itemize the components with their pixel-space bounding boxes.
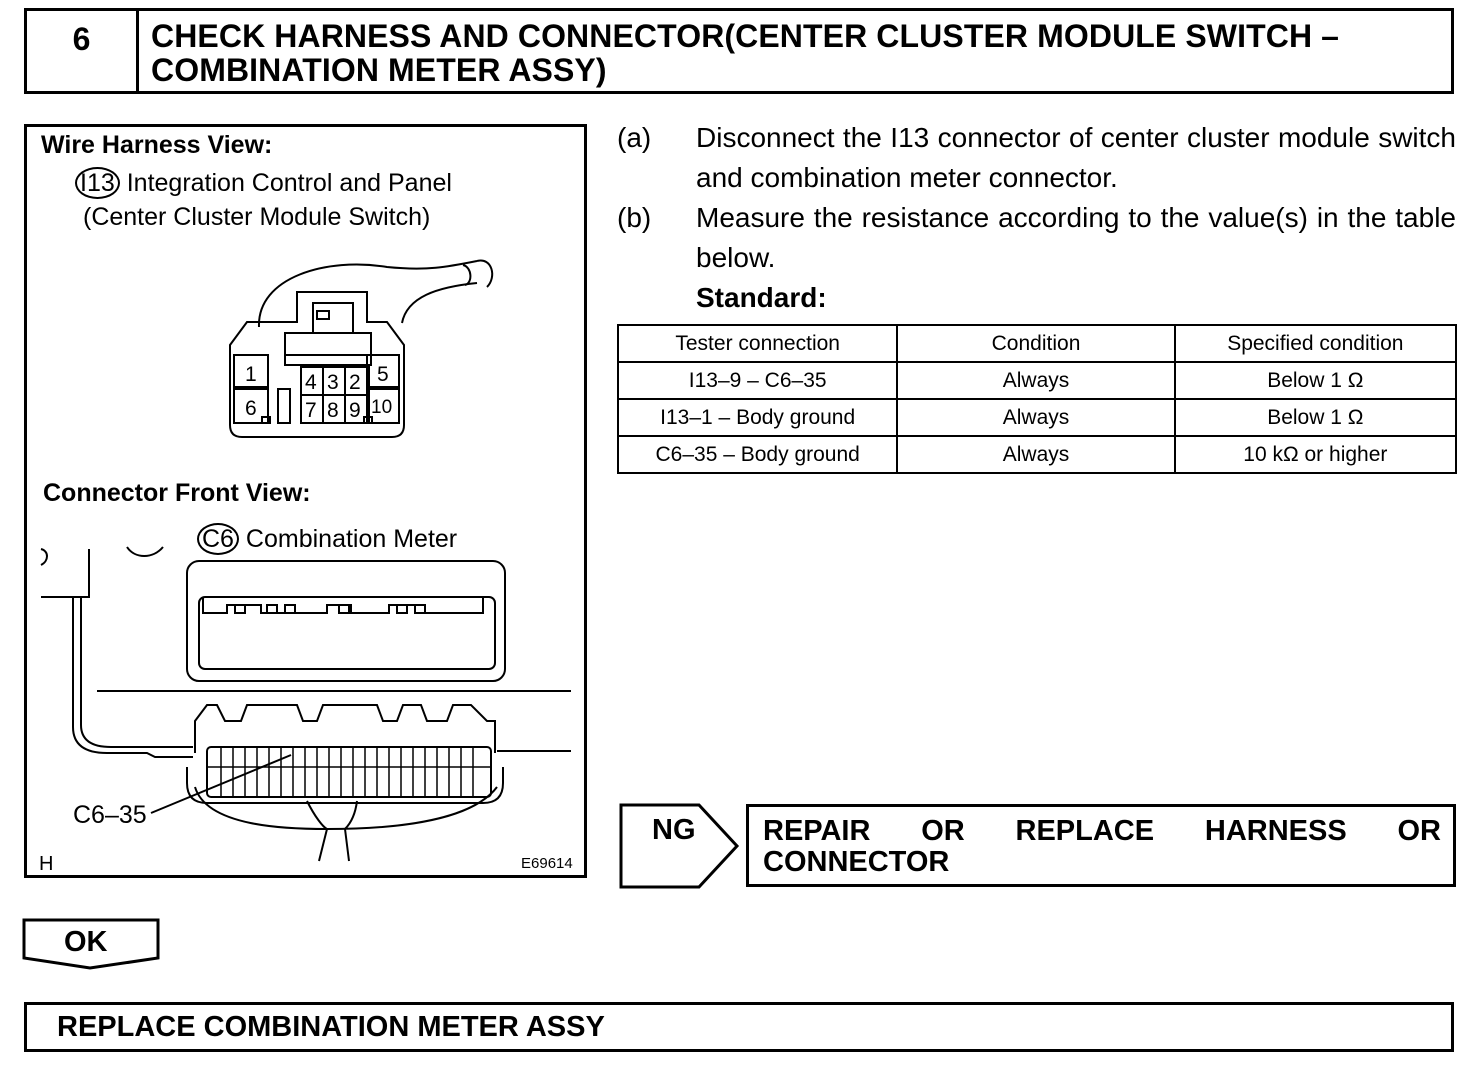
figure-id: E69614 bbox=[521, 855, 573, 872]
i13-pin-label: 8 bbox=[327, 399, 339, 422]
instruction-letter-b: (b) bbox=[617, 202, 652, 233]
table-cell: I13–1 – Body ground bbox=[618, 399, 897, 436]
table-cell: I13–9 – C6–35 bbox=[618, 362, 897, 399]
ng-action-word: OR bbox=[921, 815, 965, 847]
i13-pin-label: 3 bbox=[327, 371, 339, 394]
i13-connector-name: Integration Control and Panel bbox=[126, 169, 452, 197]
table-header: Condition bbox=[897, 325, 1174, 362]
specification-table bbox=[617, 324, 1457, 474]
step-title-line1: CHECK HARNESS AND CONNECTOR(CENTER CLUSTER MODULE SWITCH – bbox=[151, 18, 1340, 54]
c6-connector-name: Combination Meter bbox=[245, 525, 458, 553]
table-header-row bbox=[618, 325, 1456, 362]
instruction-a: Disconnect the I13 connector of center cluster module switch and combination meter connector. bbox=[696, 122, 1456, 193]
connector-diagram bbox=[24, 124, 587, 878]
c6-connector-label bbox=[197, 523, 457, 555]
ng-action-box bbox=[746, 804, 1456, 887]
table-cell: C6–35 – Body ground bbox=[618, 436, 897, 473]
ng-action-line2: CONNECTOR bbox=[763, 846, 950, 878]
instruction-letter-a: (a) bbox=[617, 122, 652, 153]
i13-pin-label: 7 bbox=[305, 399, 317, 422]
table-row bbox=[618, 362, 1456, 399]
step-title-line2: COMBINATION METER ASSY) bbox=[151, 52, 607, 88]
standard-label: Standard: bbox=[696, 282, 827, 313]
table-cell: Always bbox=[897, 399, 1174, 436]
ng-action-word: REPLACE bbox=[1015, 815, 1155, 847]
instruction-b: Measure the resistance according to the value(s) in the table below. bbox=[696, 202, 1456, 273]
i13-pin-label: 1 bbox=[245, 363, 257, 386]
i13-pin-label: 5 bbox=[377, 363, 389, 386]
table-row bbox=[618, 436, 1456, 473]
step-title bbox=[139, 11, 1451, 91]
i13-pin-label: 2 bbox=[349, 371, 361, 394]
i13-pin-label: 6 bbox=[245, 397, 257, 420]
ng-action-word: OR bbox=[1397, 815, 1441, 847]
c6-code-circle: C6 bbox=[197, 523, 239, 555]
i13-connector-label bbox=[75, 167, 452, 199]
i13-pin-label: 9 bbox=[349, 399, 361, 422]
table-cell: Always bbox=[897, 362, 1174, 399]
ng-action-word: REPAIR bbox=[763, 815, 871, 847]
i13-code-circle: I13 bbox=[75, 167, 120, 199]
table-row bbox=[618, 399, 1456, 436]
step-header bbox=[24, 8, 1454, 94]
ng-label: NG bbox=[652, 814, 696, 846]
ng-action-line1 bbox=[763, 816, 1441, 847]
final-action-box: REPLACE COMBINATION METER ASSY bbox=[24, 1002, 1454, 1052]
table-header: Tester connection bbox=[618, 325, 897, 362]
wire-harness-view-heading: Wire Harness View: bbox=[41, 131, 273, 159]
table-cell: 10 kΩ or higher bbox=[1175, 436, 1456, 473]
table-header: Specified condition bbox=[1175, 325, 1456, 362]
ng-action-word: HARNESS bbox=[1204, 815, 1347, 847]
c6-35-callout: C6–35 bbox=[73, 801, 147, 829]
step-number: 6 bbox=[27, 11, 139, 91]
i13-pin-label: 4 bbox=[305, 371, 317, 394]
table-cell: Always bbox=[897, 436, 1174, 473]
i13-pin-label: 10 bbox=[371, 397, 393, 418]
connector-front-view-heading: Connector Front View: bbox=[43, 479, 311, 507]
figure-corner-label: H bbox=[39, 853, 54, 875]
table-cell: Below 1 Ω bbox=[1175, 399, 1456, 436]
ok-label: OK bbox=[64, 926, 108, 958]
i13-connector-subname: (Center Cluster Module Switch) bbox=[83, 203, 431, 231]
table-cell: Below 1 Ω bbox=[1175, 362, 1456, 399]
